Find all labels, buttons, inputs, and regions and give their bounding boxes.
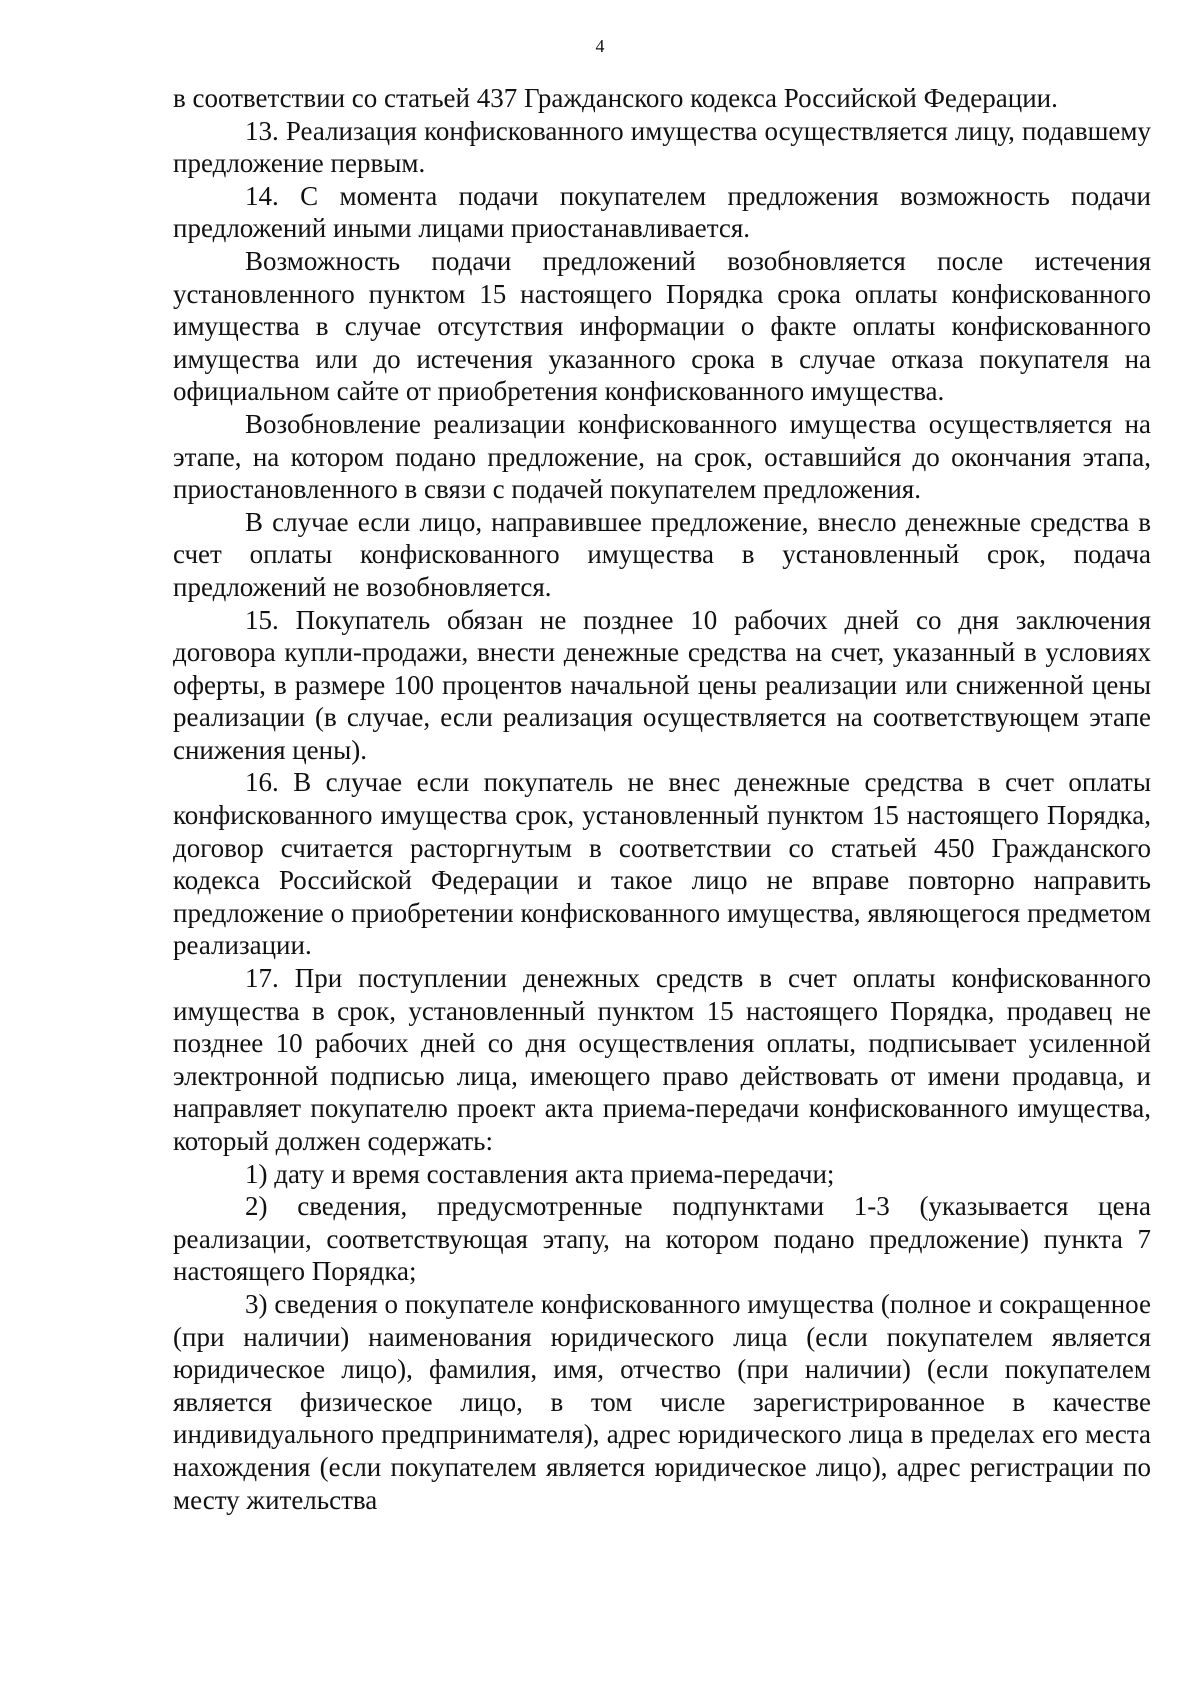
page-number: 4 [595, 36, 605, 56]
paragraph-resumption: Возможность подачи предложений возобновляется после истечения установленного пунктом 15 настоящего Порядка срока оплаты конфискованного имущества в случае отсутствия информации о факте оплаты конфискованного имущества или до истечения указанного срока в случае отказа покупателя на официальном сайте от приобретения конфискованного имущества. [173, 245, 1151, 407]
document-body [173, 82, 1151, 1516]
paragraph-payment-made: В случае если лицо, направившее предложение, внесло денежные средства в счет оплаты конфискованного имущества в установленный срок, подача предложений не возобновляется. [173, 506, 1151, 602]
paragraph-item-16: 16. В случае если покупатель не внес денежные средства в счет оплаты конфискованного имущества срок, установленный пунктом 15 настоящего Порядка, договор считается расторгнутым в соответствии со статьей 450 Гражданского кодекса Российской Федерации и такое лицо не вправе повторно направить предложение о приобретении конфискованного имущества, являющегося предметом реализации. [173, 767, 1151, 961]
list-item-2: 2) сведения, предусмотренные подпунктами 1-3 (указывается цена реализации, соответствующая этапу, на котором подано предложение) пункта 7 настоящего Порядка; [173, 1191, 1151, 1287]
paragraph-continuation: в соответствии со статьей 437 Гражданского кодекса Российской Федерации. [173, 83, 1058, 113]
paragraph-resumption-stage: Возобновление реализации конфискованного имущества осуществляется на этапе, на котором подано предложение, на срок, оставшийся до окончания этапа, приостановленного в связи с подачей покупателем предложения. [173, 408, 1151, 505]
paragraph-item-17: 17. При поступлении денежных средств в счет оплаты конфискованного имущества в срок, установленный пунктом 15 настоящего Порядка, продавец не позднее 10 рабочих дней со дня осуществления оплаты, подписывает усиленной электронной подписью лица, имеющего право действовать от имени продавца, и направляет покупателю проект акта приема-передачи конфискованного имущества, который должен содержать: [173, 963, 1151, 1156]
paragraph-item-14: 14. С момента подачи покупателем предложения возможность подачи предложений иными лицами приостанавливается. [173, 180, 1151, 244]
paragraph-item-15: 15. Покупатель обязан не позднее 10 рабочих дней со дня заключения договора купли-продажи, внести денежные средства на счет, указанный в условиях оферты, в размере 100 процентов начальной цены реализации или сниженной цены реализации (в случае, если реализация осуществляется на соответствующем этапе снижения цены). [173, 604, 1151, 765]
list-item-3: 3) сведения о покупателе конфискованного имущества (полное и сокращенное (при наличии) наименования юридического лица (если покупателем является юридическое лицо), фамилия, имя, отчество (при наличии) (если покупателем является физическое лицо, в том числе зарегистрированное в качестве индивидуального предпринимателя), адрес юридического лица в пределах его места нахождения (если покупателем является юридическое лицо), адрес регистрации по месту жительства [173, 1288, 1151, 1515]
list-item-1: 1) дату и время составления акта приема-передачи; [245, 1158, 835, 1189]
paragraph-item-13: 13. Реализация конфискованного имущества осуществляется лицу, подавшему предложение первым. [173, 115, 1151, 179]
